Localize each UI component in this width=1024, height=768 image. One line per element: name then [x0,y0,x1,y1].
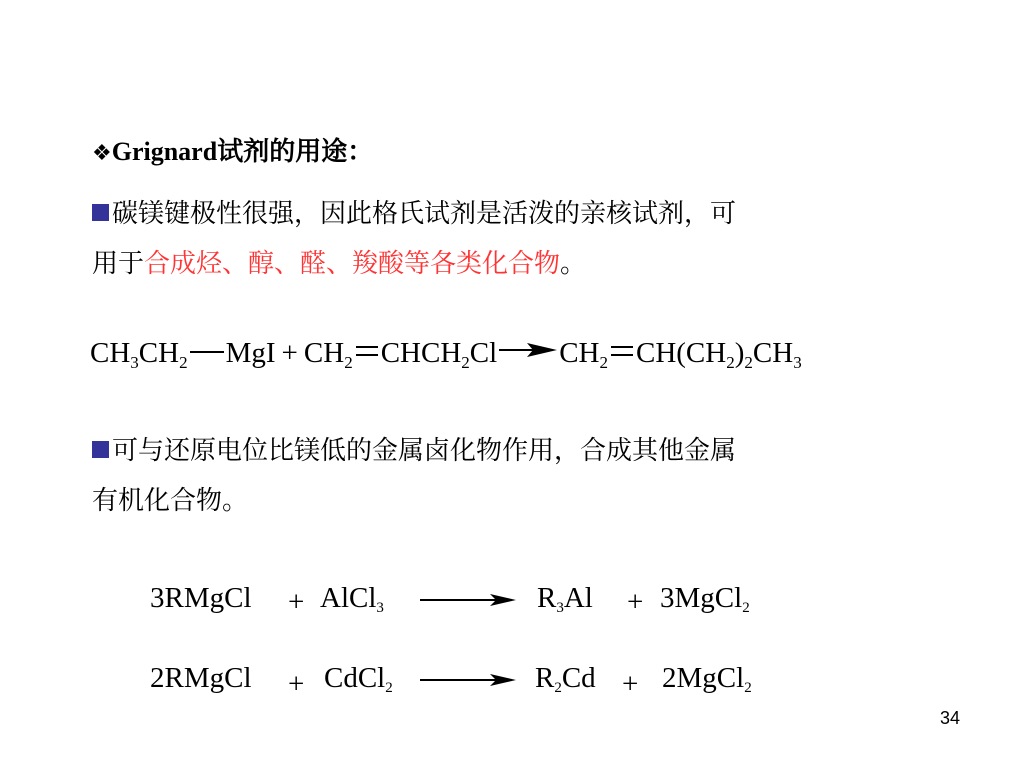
eq2-text: 3RMgCl [150,582,252,614]
eq3-text: 2RMgCl [150,662,252,694]
eq2-subscript: 2 [742,600,750,616]
equation-3-reactant1 [150,662,252,695]
para1-highlight: 合成烃、醇、醛、羧酸等各类化合物 [144,249,561,278]
para2-line1: 可与还原电位比镁低的金属卤化物作用，合成其他金属 [112,436,737,465]
equation-3-plus2 [622,668,638,701]
paragraph-grignard-reactivity [92,189,736,289]
eq1-text: CH [559,337,600,369]
eq3-subscript: 2 [385,680,393,696]
plus-sign: + [622,668,639,700]
eq3-subscript: 2 [744,680,752,696]
eq1-subscript: 2 [461,353,470,372]
page-number: 34 [940,708,961,728]
reaction-arrow-icon [420,592,516,608]
paragraph-line [92,426,736,476]
reaction-arrow-icon [499,340,557,360]
eq1-text: ) [734,337,745,369]
eq1-subscript: 2 [744,353,753,372]
eq1-subscript: 3 [130,353,139,372]
eq1-text: CH [303,337,345,369]
heading-title-latin: Grignard [111,137,218,166]
eq1-subscript: 2 [599,353,608,372]
eq1-text: CH [752,337,794,369]
eq1-text: CHCH [380,337,462,369]
equation-2-product1 [537,582,593,615]
single-bond-icon [190,351,224,353]
double-bond-icon [356,346,378,356]
eq3-text: 2MgCl [662,662,745,694]
eq1-text: CH(CH [635,337,727,369]
equation-3-product1 [535,662,596,695]
equation-3-reactant2 [324,662,393,695]
eq3-text: CdCl [324,662,386,694]
para1-line2-prefix: 用于 [92,249,145,278]
eq1-subscript: 2 [726,353,735,372]
plus-sign: + [281,337,298,369]
equation-2-reactant1 [150,582,252,615]
equation-1 [90,337,802,370]
square-bullet-icon [92,441,109,458]
eq2-subscript: 3 [376,600,384,616]
double-bond-icon [611,346,633,356]
eq1-subscript: 2 [344,353,353,372]
plus-sign: + [288,668,305,700]
paragraph-metal-halides [92,426,736,526]
equation-2-plus2 [627,586,643,619]
eq2-text: Al [563,582,593,614]
eq2-text: 3MgCl [660,582,743,614]
equation-3-product2 [662,662,752,695]
paragraph-line: 有机化合物。 [92,486,249,515]
eq3-text: Cd [561,662,596,694]
para1-line2-suffix: 。 [560,249,587,278]
eq2-text: R [537,582,557,614]
eq1-text: CH [138,337,180,369]
equation-2-product2 [660,582,750,615]
plus-sign: + [627,586,644,618]
eq2-subscript: 3 [556,600,564,616]
diamond-bullet-icon: ❖ [92,141,112,166]
equation-2-reactant2 [320,582,384,615]
reaction-arrow-icon [420,672,516,688]
equation-3-plus1 [288,668,304,701]
slide-heading [92,136,373,170]
eq1-text: CH [90,337,131,369]
eq2-text: AlCl [320,582,377,614]
eq1-text: Cl [469,337,498,369]
equation-2-plus1 [288,586,304,619]
paragraph-line [92,239,736,289]
eq3-subscript: 2 [554,680,562,696]
para1-line1: 碳镁键极性很强，因此格氏试剂是活泼的亲核试剂，可 [112,199,737,228]
heading-title-cjk: 试剂的用途： [217,137,374,166]
square-bullet-icon [92,204,109,221]
eq3-text: R [535,662,555,694]
paragraph-line [92,189,736,239]
plus-sign: + [288,586,305,618]
eq1-subscript: 3 [793,353,802,372]
eq1-subscript: 2 [179,353,188,372]
eq1-text: MgI [225,337,276,369]
